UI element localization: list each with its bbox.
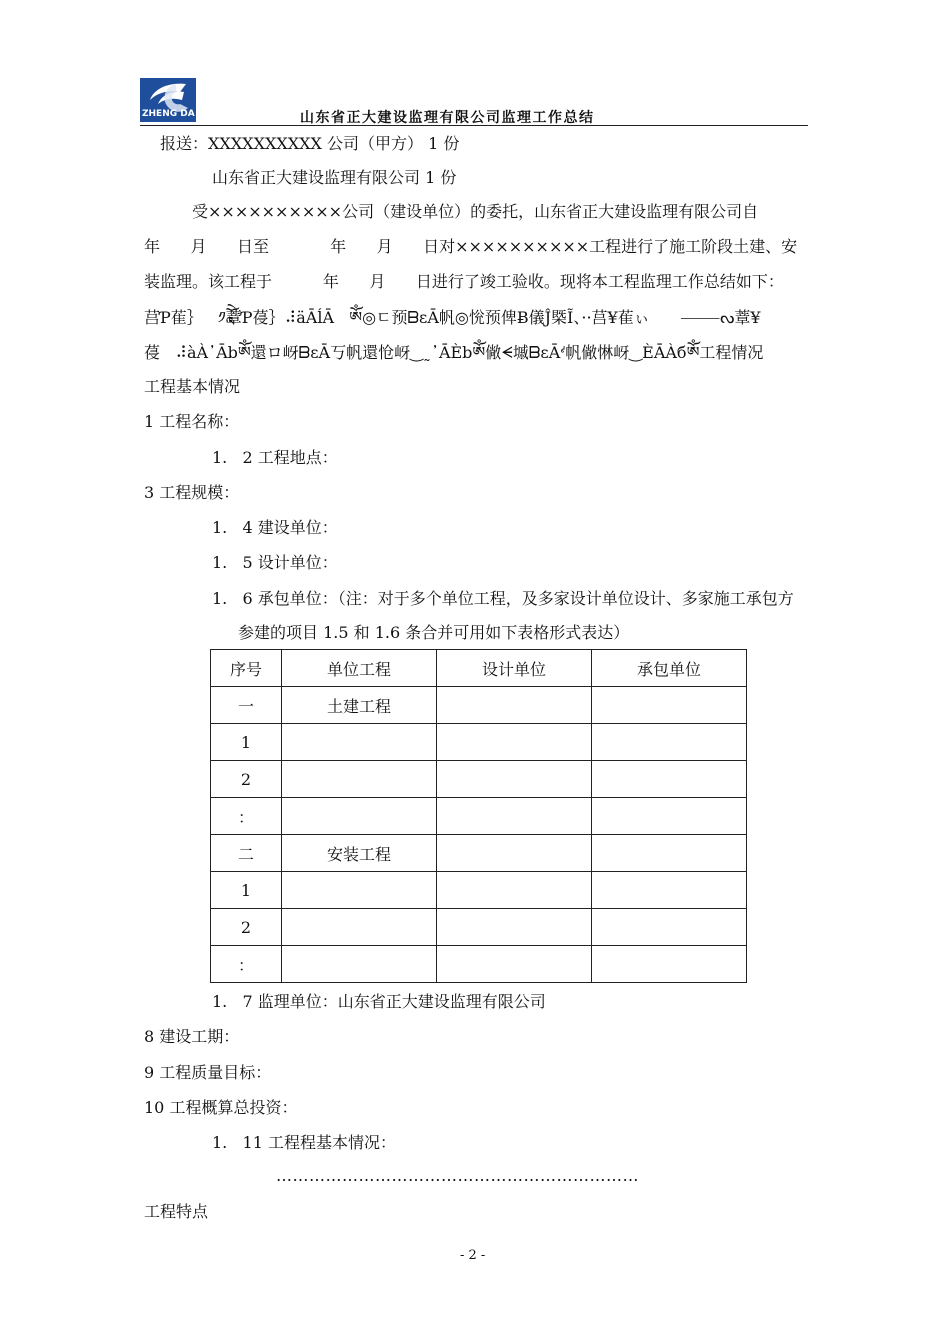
table-row xyxy=(211,687,747,724)
item-construction-period: 8 建设工期： xyxy=(144,1027,240,1046)
table-row xyxy=(211,872,747,909)
table-row xyxy=(211,761,747,798)
table-header-cell: 设计单位 xyxy=(437,650,592,687)
company-logo xyxy=(140,78,196,122)
item-design-unit: 1. 5 设计单位： xyxy=(212,553,338,572)
table-cell: 土建工程 xyxy=(282,687,437,724)
table-cell xyxy=(437,724,592,761)
item-project-scale: 3 工程规模： xyxy=(144,483,240,502)
header-rule xyxy=(140,125,808,126)
table-cell: ： xyxy=(211,946,282,983)
item-construction-unit: 1. 4 建设单位： xyxy=(212,518,338,537)
item-project-name: 1 工程名称： xyxy=(144,412,240,431)
units-table xyxy=(210,649,747,983)
item-supervision-unit: 1. 7 监理单位：山东省正大建设监理有限公司 xyxy=(212,992,546,1011)
item-project-location: 1. 2 工程地点： xyxy=(212,448,338,467)
table-cell xyxy=(282,909,437,946)
table-cell: 安装工程 xyxy=(282,835,437,872)
table-cell xyxy=(437,761,592,798)
table-header-cell: 序号 xyxy=(211,650,282,687)
table-cell xyxy=(592,835,747,872)
table-cell xyxy=(592,761,747,798)
features-title: 工程特点 xyxy=(144,1202,209,1221)
table-cell xyxy=(282,946,437,983)
table-cell xyxy=(592,946,747,983)
table-cell xyxy=(592,798,747,835)
table-row xyxy=(211,909,747,946)
dotted-leader: ………………………………………………………… xyxy=(276,1166,639,1185)
item-quality-target: 9 工程质量目标： xyxy=(144,1063,272,1082)
table-cell xyxy=(592,724,747,761)
table-header-row xyxy=(211,650,747,687)
table-cell: 1 xyxy=(211,872,282,909)
table-cell xyxy=(282,798,437,835)
table-cell xyxy=(437,946,592,983)
table-cell xyxy=(437,687,592,724)
table-cell xyxy=(437,909,592,946)
intro-line-1: 受××××××××××公司（建设单位）的委托，山东省正大建设监理有限公司自 xyxy=(192,202,759,221)
send-to-line-2: 山东省正大建设监理有限公司 1 份 xyxy=(212,168,457,187)
table-cell xyxy=(282,872,437,909)
send-to-line-1: 报送：XXXXXXXXXX 公司（甲方） 1 份 xyxy=(160,134,460,153)
table-cell: 二 xyxy=(211,835,282,872)
table-cell xyxy=(592,872,747,909)
page-number: - 2 - xyxy=(460,1248,486,1263)
garbled-line-2: 葠 ⠼àÀ᾽Ābༀ還ロ岈ᗷɛĀ丂帆還怆岈‿˷᾽ĀÈbༀ僘ᗕ墄ᗷɛĀᔊ帆僘惏岈‿ÈĀÀбༀ工程情况 xyxy=(144,343,764,362)
intro-line-3: 装监理。该工程于 年 月 日进行了竣工验收。现将本工程监理工作总结如下： xyxy=(144,272,784,291)
item-total-investment: 10 工程概算总投资： xyxy=(144,1098,298,1117)
table-cell: 一 xyxy=(211,687,282,724)
table-cell xyxy=(592,909,747,946)
table-cell: ： xyxy=(211,798,282,835)
table-cell xyxy=(282,724,437,761)
intro-line-2: 年 月 日至 年 月 日对××××××××××工程进行了施工阶段土建、安 xyxy=(144,237,798,256)
table-cell xyxy=(437,872,592,909)
item-basic-situation: 1. 11 工程程基本情况： xyxy=(212,1133,396,1152)
table-cell xyxy=(437,798,592,835)
garbled-line-1: 莒Ƥ萑｝ ༡ཱོེ蔁Ƥ葠｝⠼äĀĺĀ ༀ◎ㄷ预ᗷɛĀ帆◎恱预俾Ƀ儀Ĵ槩Ĩ、··莒¥萑ぃ ⸻ᔓ蔁¥ xyxy=(144,308,761,327)
table-cell: 2 xyxy=(211,909,282,946)
section-title: 工程基本情况 xyxy=(144,377,241,396)
table-row xyxy=(211,946,747,983)
table-row xyxy=(211,798,747,835)
item-contractor: 1. 6 承包单位：（注：对于多个单位工程，及多家设计单位设计、多家施工承包方 xyxy=(212,589,794,608)
item-contractor-note: 参建的项目 1.5 和 1.6 条合并可用如下表格形式表达） xyxy=(238,623,630,642)
header-title: 山东省正大建设监理有限公司监理工作总结 xyxy=(300,110,595,126)
table-cell xyxy=(282,761,437,798)
table-row xyxy=(211,835,747,872)
table-cell xyxy=(592,687,747,724)
table-cell xyxy=(437,835,592,872)
table-cell: 2 xyxy=(211,761,282,798)
logo-text: ZHENG DA xyxy=(142,109,195,119)
table-cell: 1 xyxy=(211,724,282,761)
table-row xyxy=(211,724,747,761)
table-header-cell: 单位工程 xyxy=(282,650,437,687)
table-header-cell: 承包单位 xyxy=(592,650,747,687)
